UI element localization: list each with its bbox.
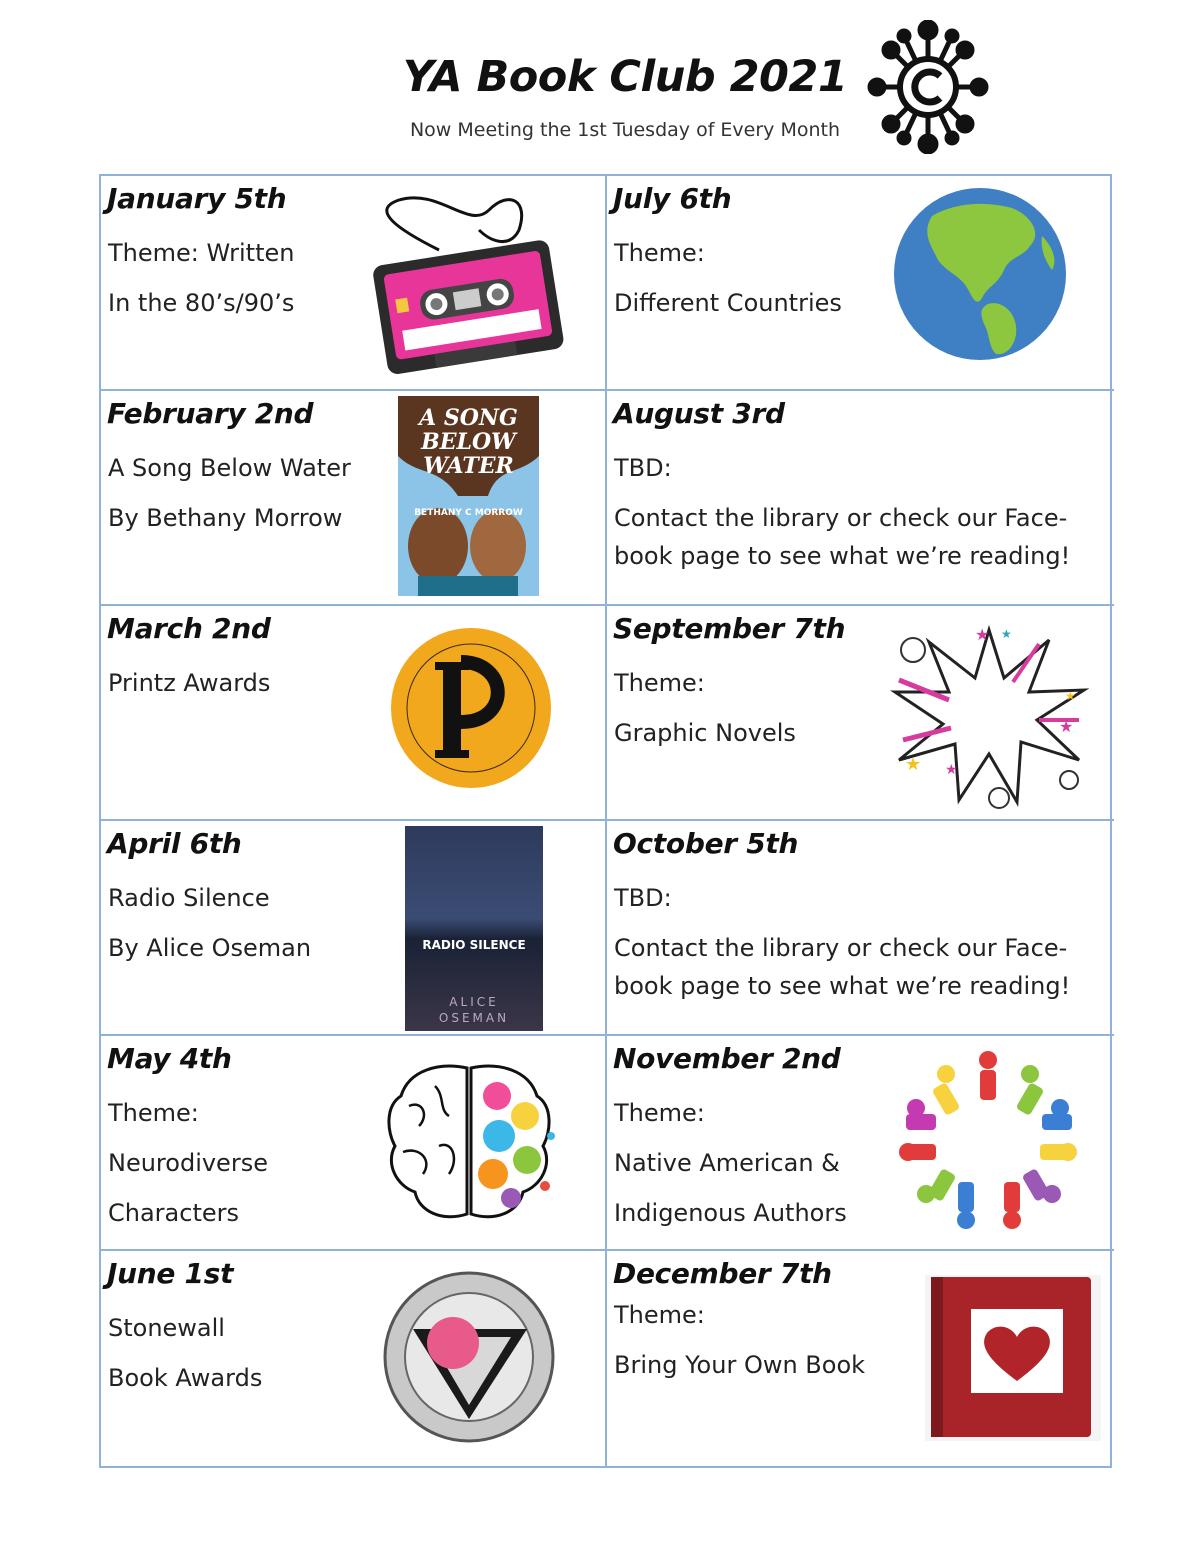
meeting-date: June 1st xyxy=(107,1257,234,1290)
meeting-date: March 2nd xyxy=(107,612,271,645)
meeting-date: May 4th xyxy=(107,1042,232,1075)
meeting-line: Theme: xyxy=(614,239,705,267)
cassette-tape-icon xyxy=(369,190,564,375)
meeting-date: April 6th xyxy=(107,827,242,860)
svg-text:★: ★ xyxy=(905,754,922,775)
meeting-cell-february xyxy=(101,391,607,606)
meeting-line: TBD: xyxy=(614,454,672,482)
meeting-line: By Bethany Morrow xyxy=(108,504,343,532)
cover-author: BETHANY C MORROW xyxy=(414,508,523,518)
meeting-line: In the 80’s/90’s xyxy=(108,289,295,317)
book-cover-radio-silence xyxy=(405,826,543,1031)
svg-text:★: ★ xyxy=(975,625,990,644)
meeting-date: January 5th xyxy=(107,182,287,215)
meeting-line: Native American & xyxy=(614,1149,840,1177)
meeting-line: Contact the library or check our Face- xyxy=(614,504,1068,532)
meeting-line: Theme: Written xyxy=(108,239,295,267)
meeting-line: book page to see what we’re reading! xyxy=(614,542,1071,570)
meeting-cell-july xyxy=(607,176,1114,391)
stonewall-honor-seal-icon xyxy=(381,1269,557,1445)
cover-title: RADIO SILENCE xyxy=(422,938,526,952)
meeting-line: Contact the library or check our Face- xyxy=(614,934,1068,962)
meeting-line: Theme: xyxy=(614,669,705,697)
meeting-line: Theme: xyxy=(108,1099,199,1127)
people-circle-icon xyxy=(892,1044,1084,1236)
meeting-line: By Alice Oseman xyxy=(108,934,312,962)
meeting-line: Characters xyxy=(108,1199,239,1227)
meeting-date: October 5th xyxy=(613,827,799,860)
meeting-date: July 6th xyxy=(613,182,732,215)
meeting-line: Different Countries xyxy=(614,289,842,317)
meeting-line: book page to see what we’re reading! xyxy=(614,972,1071,1000)
book-cover-a-song-below-water xyxy=(398,396,539,596)
svg-text:★: ★ xyxy=(1059,717,1074,736)
meeting-date: November 2nd xyxy=(613,1042,841,1075)
meeting-cell-may xyxy=(101,1036,607,1251)
header xyxy=(0,0,1200,170)
meeting-cell-november xyxy=(607,1036,1114,1251)
meeting-line: Theme: xyxy=(614,1301,705,1329)
network-c-logo-icon xyxy=(867,20,989,154)
meeting-date: February 2nd xyxy=(107,397,314,430)
meeting-cell-june xyxy=(101,1251,607,1466)
cover-author: ALICE OSEMAN xyxy=(438,995,510,1025)
svg-text:★: ★ xyxy=(945,762,958,778)
meeting-date: December 7th xyxy=(613,1257,832,1290)
meeting-line: Graphic Novels xyxy=(614,719,796,747)
meeting-line: Bring Your Own Book xyxy=(614,1351,866,1379)
meeting-cell-october xyxy=(607,821,1114,1036)
meeting-cell-december xyxy=(607,1251,1114,1466)
printz-award-seal-icon xyxy=(389,626,553,790)
meeting-line: Radio Silence xyxy=(108,884,270,912)
meeting-cell-september xyxy=(607,606,1114,821)
globe-icon xyxy=(892,186,1068,362)
meeting-cell-august xyxy=(607,391,1114,606)
red-heart-book-icon xyxy=(917,1269,1109,1445)
schedule-grid xyxy=(99,174,1112,1468)
cover-title: A SONG BELOW WATER xyxy=(419,405,518,479)
colorful-brain-icon xyxy=(379,1056,559,1232)
meeting-cell-january xyxy=(101,176,607,391)
meeting-line: A Song Below Water xyxy=(108,454,351,482)
meeting-cell-march xyxy=(101,606,607,821)
meeting-line: TBD: xyxy=(614,884,672,912)
svg-text:★: ★ xyxy=(1065,689,1076,703)
meeting-date: September 7th xyxy=(613,612,846,645)
meeting-line: Stonewall xyxy=(108,1314,225,1342)
meeting-line: Neurodiverse xyxy=(108,1149,268,1177)
meeting-cell-april xyxy=(101,821,607,1036)
meeting-line: Indigenous Authors xyxy=(614,1199,847,1227)
comic-burst-icon xyxy=(889,620,1089,812)
meeting-line: Book Awards xyxy=(108,1364,263,1392)
page-title: YA Book Club 2021 xyxy=(402,52,848,102)
meeting-line: Printz Awards xyxy=(108,669,271,697)
meeting-line: Theme: xyxy=(614,1099,705,1127)
page-subtitle: Now Meeting the 1st Tuesday of Every Month xyxy=(409,119,841,141)
meeting-date: August 3rd xyxy=(613,397,785,430)
svg-text:★: ★ xyxy=(1001,627,1012,641)
